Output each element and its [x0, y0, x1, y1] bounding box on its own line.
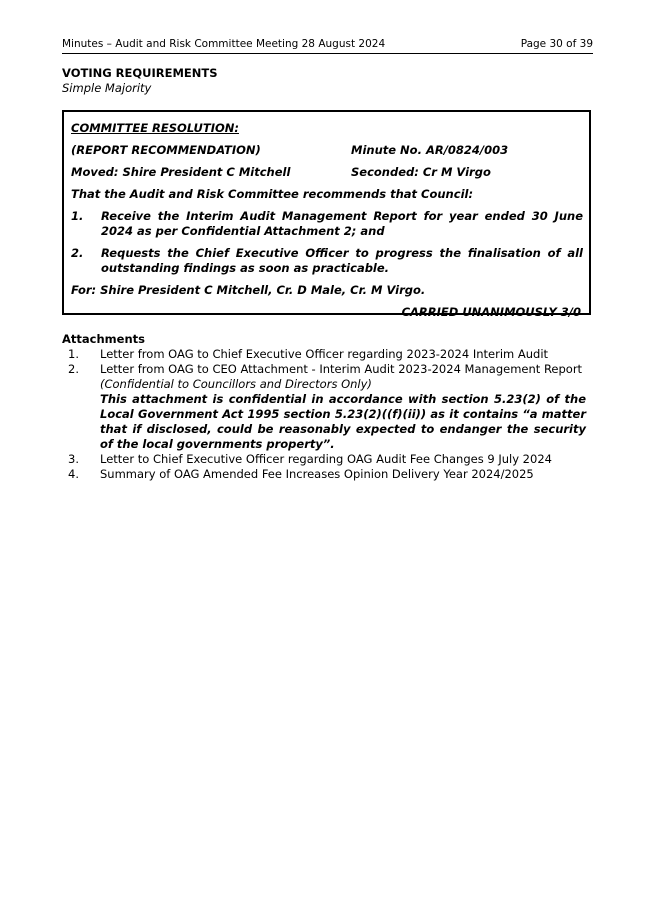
moved-by: Moved: Shire President C Mitchell: [71, 165, 291, 179]
seconded-by: Seconded: Cr M Virgo: [351, 165, 491, 179]
attachments-section: [62, 332, 586, 482]
minute-number: Minute No. AR/0824/003: [351, 143, 509, 157]
attachment-text: Letter from OAG to CEO Attachment - Interim Audit 2023-2024 Management Report: [100, 362, 583, 376]
confidential-notice: This attachment is confidential in accordance with section 5.23(2) of the Local Government Act 1995 section 5.23(2)((f)(ii)) as it contains “a matter that if disclosed, could be reasonably expected to endanger the security of the local governments property”.: [100, 392, 586, 451]
attachment-number: 1.: [68, 347, 79, 361]
resolution-intro: That the Audit and Risk Committee recommends that Council:: [71, 187, 474, 201]
attachment-number: 3.: [68, 452, 79, 466]
item-number: 1.: [71, 209, 84, 223]
item-number: 2.: [71, 246, 84, 260]
resolution-mover-row: [71, 165, 583, 180]
resolution-items: [71, 209, 583, 276]
attachment-number: 2.: [68, 362, 79, 376]
page-number: Page 30 of 39: [520, 38, 593, 50]
attachment-text: Summary of OAG Amended Fee Increases Opinion Delivery Year 2024/2025: [100, 467, 534, 481]
carried-status: CARRIED UNANIMOUSLY 3/0: [401, 305, 581, 319]
attachment-item: [62, 452, 586, 467]
resolution-item: [71, 209, 583, 239]
voting-value: Simple Majority: [62, 81, 152, 95]
voting-heading: VOTING REQUIREMENTS: [62, 66, 218, 80]
item-text: Requests the Chief Executive Officer to progress the finalisation of all outstanding findings as soon as practicable.: [101, 246, 583, 275]
item-text: Receive the Interim Audit Management Report for year ended 30 June 2024 as per Confidential Attachment 2; and: [101, 209, 583, 238]
resolution-item: [71, 246, 583, 276]
attachment-number: 4.: [68, 467, 79, 481]
voting-requirements: [62, 66, 218, 96]
document-title: Minutes – Audit and Risk Committee Meeting 28 August 2024: [62, 38, 386, 50]
attachment-body: [100, 362, 586, 452]
resolution-meta-row: [71, 143, 583, 158]
committee-resolution-box: [62, 110, 591, 319]
page-header: [62, 37, 593, 54]
resolution-title: COMMITTEE RESOLUTION:: [71, 121, 239, 135]
votes-for: For: Shire President C Mitchell, Cr. D Male, Cr. M Virgo.: [71, 283, 426, 297]
attachment-text: Letter from OAG to Chief Executive Officer regarding 2023-2024 Interim Audit: [100, 347, 549, 361]
attachment-text: Letter to Chief Executive Officer regarding OAG Audit Fee Changes 9 July 2024: [100, 452, 552, 466]
attachment-item: [62, 347, 586, 362]
attachment-item: [62, 467, 586, 482]
attachment-note: (Confidential to Councillors and Directors Only): [100, 377, 372, 391]
attachments-heading: Attachments: [62, 332, 145, 346]
resolution-type: (REPORT RECOMMENDATION): [71, 143, 261, 157]
attachment-item: [62, 362, 586, 452]
